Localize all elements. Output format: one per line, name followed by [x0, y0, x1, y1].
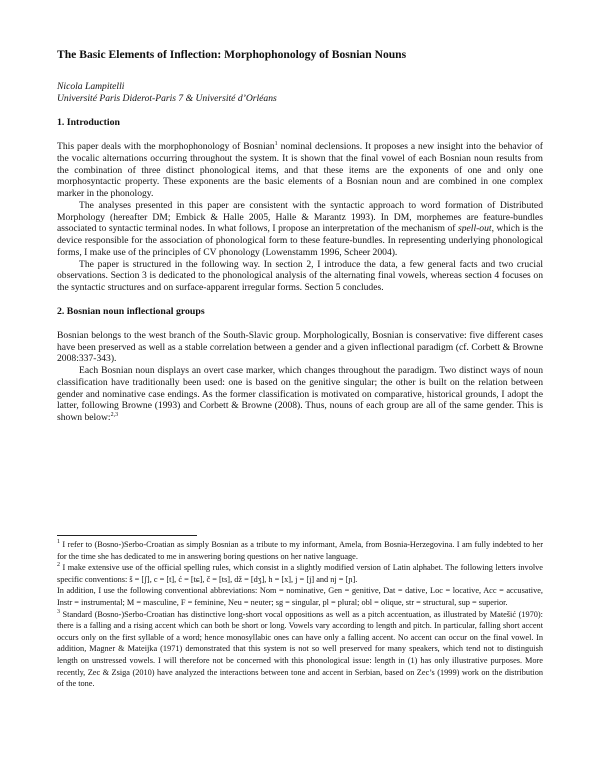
footnote-number: 2 — [57, 562, 60, 569]
text: nominal declensions. It proposes a new insight into the behavior of the vocalic alternations occurring throughout the system. It is shown that the final vowel of each Bosnian noun results from the combination of three distinct phonological items, and that these items are the exponents of one and only one morphosyntactic property. These exponents are the basic elements of a Bosnian noun and are combined in one complex marker in the phonology. — [57, 141, 544, 199]
paper-body — [57, 48, 543, 424]
paragraph: The paper is structured in the following way. In section 2, I introduce the data, a few general facts and two crucial observations. Section 3 is dedicated to the phonological analysis of the alternating final vowels, whereas section 4 focuses on the syntactic structures and on surface-apparent irregular forms. Section 5 concludes. — [57, 258, 543, 293]
text: Each Bosnian noun displays an overt case marker, which changes throughout the paradigm. Two distinct ways of noun classification have traditionally been used: one is based on the genitive singular; the other is built on the relation between gender and nominative case endings. As the former classification is motivated on comparative, historical grounds, I adopt the latter, following Browne (1993) and Corbett & Browne (2008). Thus, nouns of each group are all of the same gender. This is shown below: — [57, 365, 543, 423]
paragraph — [57, 141, 543, 200]
text: The analyses presented in this paper are consistent with the syntactic approach to word formation of Distributed Morphology (hereafter DM; Embick & Halle 2005, Halle & Marantz 1993). In DM, morphemes are feature-bundles associated to syntactic terminal nodes. In what follows, I propose an interpretation of the mechanism of — [57, 199, 543, 235]
footnote-ref: 1 — [274, 140, 278, 147]
footnote-ref: 2,3 — [110, 411, 119, 418]
text: This paper deals with the morphophonology of Bosnian — [57, 141, 275, 152]
footnote-number: 1 — [57, 539, 60, 546]
footnote — [57, 585, 543, 608]
footnote-text: I make extensive use of the official spelling rules, which consist in a slightly modified version of Latin alphabet. The following letters involve specific conventions: š = [ʃ], c = [t], ć = [tɕ], č = [ts], dž = [dʒ], h = [x], j = [j] and nj = [ɲ]. — [57, 563, 543, 584]
footnote — [57, 539, 543, 562]
paragraph — [57, 365, 543, 424]
text: , which is the device responsible for the association of phonological form to these feature-bundles. In representing underlying phonological forms, I make use of the principles of CV phonology (Lowenstamm 1996, Scheer 2004). — [57, 223, 543, 258]
footnote-text: I refer to (Bosno-)Serbo-Croatian as simply Bosnian as a tribute to my informant, Amela, from Bosnia-Herzegovina. I am fully indebted to her for the time she has dedicated to me in answering boring questions on her native language. — [57, 540, 543, 561]
footnotes — [57, 539, 543, 690]
paper-title: The Basic Elements of Inflection: Morphophonology of Bosnian Nouns — [57, 48, 407, 61]
italic-term: spell-out — [457, 223, 492, 235]
footnote-text: In addition, I use the following conventional abbreviations: Nom = nominative, Gen = genitive, Dat = dative, Loc = locative, Acc = accusative, Instr = instrumental; M = masculine, F = feminine, Neu = neuter; sg = singular, pl = plural; obl = olique, str = structural, sup = superior. — [57, 586, 543, 607]
footnote-text: Standard (Bosno-)Serbo-Croatian has distinctive long-short vocal oppositions as well as a pitch accentuation, as illustrated by Matešić (1970): there is a falling and a rising accent which can both be short or long. Vowels vary according to length and pitch. In particular, falling short accent occurs only on the first syllable of a word; hence monosyllabic ones can have only a falling accent. No accent can occur on the final vowel. In addition, Magner & Mateijka (1971) demonstrated that this system is not so well preserved for many speakers, which tend not to distinguish length on unstressed vowels. I will therefore not be concerned with this phonological issue: length in (1) has only illustrative purposes. More recently, Zec & Zsiga (2010) have analyzed the interactions between tone and accent in Serbian, based on Zec’s (1999) work on the distribution of the tone. — [57, 609, 543, 689]
author-affiliation: Université Paris Diderot-Paris 7 & Université d’Orléans — [57, 93, 277, 104]
section-heading-groups: 2. Bosnian noun inflectional groups — [57, 305, 205, 317]
footnote-number: 3 — [57, 608, 60, 615]
footnote — [57, 562, 543, 585]
author-name: Nicola Lampitelli — [57, 81, 125, 92]
footnote — [57, 609, 543, 690]
footnote-divider — [57, 535, 197, 536]
paragraph — [57, 200, 543, 259]
paragraph: Bosnian belongs to the west branch of the South-Slavic group. Morphologically, Bosnian is conservative: five different cases have been preserved as well as a stable correlation between a gender and a given inflectional paradigm (cf. Corbett & Browne 2008:337-343). — [57, 329, 543, 365]
section-heading-introduction: 1. Introduction — [57, 117, 120, 128]
